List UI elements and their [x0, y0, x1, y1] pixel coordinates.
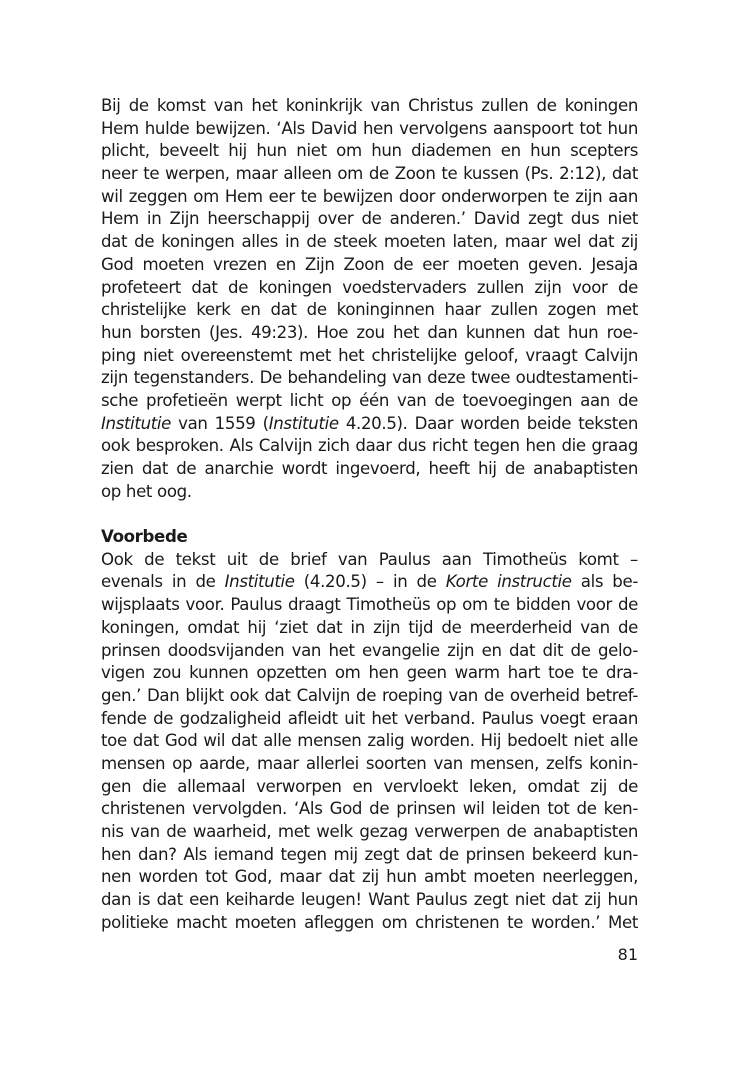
text-line: zijn tegenstanders. De behandeling van deze twee oudtestamenti- [101, 368, 638, 388]
text-line: Hem hulde bewijzen. ‘Als David hen vervolgens aanspoort tot hun [101, 118, 638, 138]
text-fragment: (4.20.5) – in de [294, 572, 446, 592]
text-line: ping niet overeenstemt met het christelijke geloof, vraagt Calvijn [101, 345, 638, 365]
paragraph [101, 549, 638, 935]
italic-title: Institutie [268, 413, 339, 433]
page-number: 81 [617, 945, 638, 964]
text-line: dat de koningen alles in de steek moeten laten, maar wel dat zij [101, 232, 638, 252]
text-line: sche profetieën werpt licht op één van de toevoegingen aan de [101, 390, 638, 410]
text-line: dan is dat een keiharde leugen! Want Paulus zegt niet dat zij hun [101, 890, 638, 910]
paragraph [101, 95, 638, 503]
text-line: politieke macht moeten afleggen om christenen te worden.’ Met [101, 912, 638, 932]
paragraph-spacer [101, 503, 638, 526]
text-line: nen worden tot God, maar dat zij hun ambt moeten neerleggen, [101, 867, 638, 887]
text-line: fende de godzaligheid afleidt uit het verband. Paulus voegt eraan [101, 708, 638, 728]
text-line: toe dat God wil dat alle mensen zalig worden. Hij bedoelt niet alle [101, 731, 638, 751]
text-line: gen die allemaal verworpen en vervloekt leken, omdat zij de [101, 776, 638, 796]
text-line: hen dan? Als iemand tegen mij zegt dat de prinsen bekeerd kun- [101, 844, 638, 864]
text-line: neer te werpen, maar alleen om de Zoon te kussen (Ps. 2:12), dat [101, 164, 638, 184]
italic-title: Institutie [224, 572, 295, 592]
text-line: wijsplaats voor. Paulus draagt Timotheüs op om te bidden voor de [101, 595, 638, 615]
text-line: nis van de waarheid, met welk gezag verwerpen de anabaptisten [101, 822, 638, 841]
text-line: Ook de tekst uit de brief van Paulus aan Timotheüs komt – [101, 549, 638, 569]
text-line: ook besproken. Als Calvijn zich daar dus richt tegen hen die graag [101, 436, 638, 456]
text-line: christenen vervolgden. ‘Als God de prinsen wil leiden tot de ken- [101, 799, 638, 819]
italic-title: Institutie [101, 413, 172, 433]
text-line: christelijke kerk en dat de koninginnen haar zullen zogen met [101, 300, 638, 320]
text-line [101, 571, 638, 594]
text-line: wil zeggen om Hem eer te bewijzen door onderworpen te zijn aan [101, 186, 638, 206]
text-line: prinsen doodsvijanden van het evangelie zijn en dat dit de gelo- [101, 640, 638, 660]
text-line: mensen op aarde, maar allerlei soorten van mensen, zelfs konin- [101, 753, 638, 773]
text-fragment: evenals in de [101, 572, 225, 592]
text-line: vigen zou kunnen opzetten om hen geen warm hart toe te dra- [101, 663, 638, 683]
text-line: Bij de komst van het koninkrijk van Christus zullen de koningen [101, 96, 638, 115]
text-fragment: 4.20.5). Daar worden beide teksten [338, 413, 638, 433]
text-line: koningen, omdat hij ‘ziet dat in zijn tijd de meerderheid van de [101, 617, 638, 637]
text-line: gen.’ Dan blijkt ook dat Calvijn de roeping van de overheid betref- [101, 685, 638, 705]
section-heading: Voorbede [101, 527, 188, 547]
text-line: op het oog. [101, 481, 192, 501]
text-line: Hem in Zijn heerschappij over de anderen.’ David zegt dus niet [101, 209, 638, 229]
text-fragment: van 1559 ( [171, 413, 269, 433]
italic-title: Korte instructie [445, 572, 572, 592]
text-line: profeteert dat de koningen voedstervaders zullen zijn voor de [101, 277, 638, 297]
text-line [101, 413, 638, 436]
text-line: zien dat de anarchie wordt ingevoerd, heeft hij de anabaptisten [101, 459, 638, 478]
text-line: God moeten vrezen en Zijn Zoon de eer moeten geven. Jesaja [101, 254, 638, 274]
text-line: hun borsten (Jes. 49:23). Hoe zou het dan kunnen dat hun roe- [101, 322, 638, 342]
text-line: plicht, beveelt hij hun niet om hun diademen en hun scepters [101, 141, 638, 161]
body-text [101, 95, 638, 934]
text-fragment: als be- [571, 572, 638, 592]
